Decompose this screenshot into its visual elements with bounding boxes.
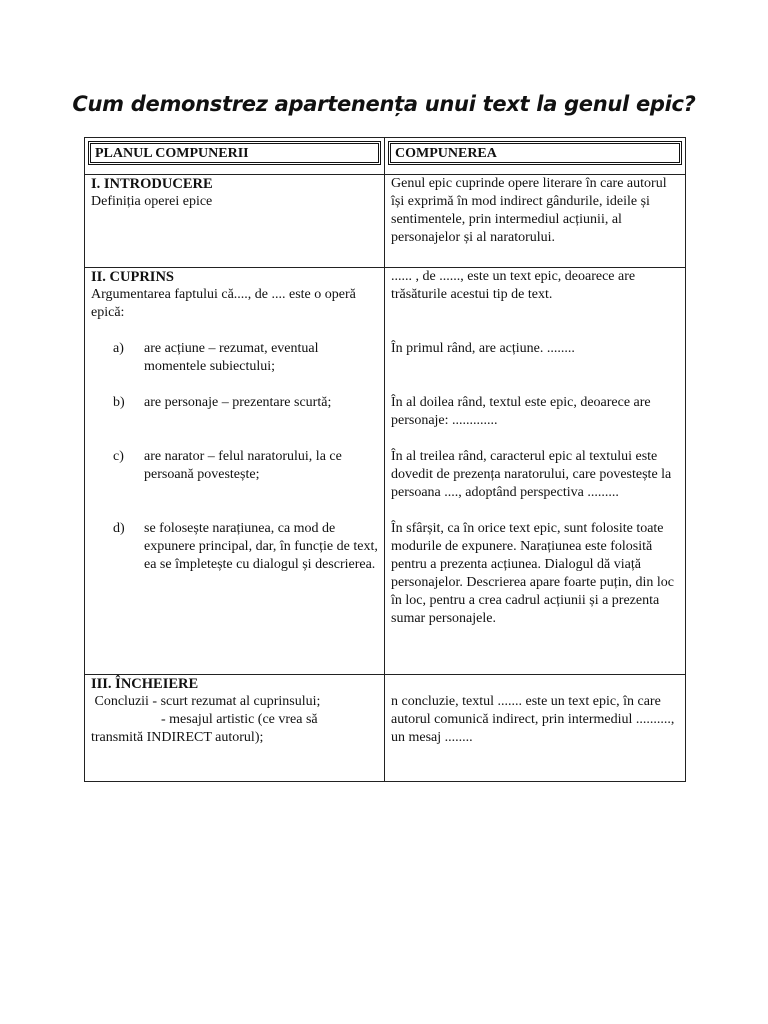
incheiere-plan-line1: Concluzii - scurt rezumat al cuprinsului; (91, 694, 321, 709)
list-item-c (113, 448, 378, 484)
header-plan: PLANUL COMPUNERII (88, 141, 381, 165)
list-label: d) (113, 521, 125, 536)
cuprins-intro-plan: Argumentarea faptului că...., de .... este o operă epică: (91, 287, 356, 320)
list-text: se folosește narațiunea, ca mod de expunere principal, dar, în funcție de text, ea se împletește cu dialogul și descrierea. (144, 521, 378, 572)
cuprins-text-a: În primul rând, are acțiune. ........ (391, 341, 575, 356)
header-compunerea: COMPUNEREA (388, 141, 682, 165)
cell-cuprins-text (385, 268, 686, 675)
list-label: a) (113, 341, 124, 356)
incheiere-composition-text: n concluzie, textul ....... este un text epic, în care autorul comunică indirect, prin intermediul .........., un mesaj ........ (391, 694, 675, 745)
list-item-a (113, 340, 378, 376)
header-cell-plan (85, 138, 385, 175)
header-cell-compunerea (385, 138, 686, 175)
list-label: c) (113, 449, 124, 464)
cell-incheiere-plan (85, 675, 385, 782)
list-item-b (113, 394, 378, 412)
table-header-row (85, 138, 686, 175)
cell-incheiere-text (385, 675, 686, 782)
section-title-cuprins: II. CUPRINS (91, 269, 174, 285)
cuprins-text-b: În al doilea rând, textul este epic, deoarece are personaje: ............. (391, 395, 651, 428)
list-text: are acțiune – rezumat, eventual momentele subiectului; (144, 341, 319, 374)
list-label: b) (113, 395, 125, 410)
incheiere-plan-line3: transmită INDIRECT autorul); (91, 730, 264, 745)
cell-introducere-text (385, 175, 686, 268)
list-item-d (113, 520, 378, 574)
page-title: Cum demonstrez apartenența unui text la genul epic? (72, 92, 696, 116)
cuprins-intro-text: ...... , de ......, este un text epic, deoarece are trăsăturile acestui tip de text. (391, 269, 636, 302)
cell-introducere-plan (85, 175, 385, 268)
cuprins-text-c: În al treilea rând, caracterul epic al textului este dovedit de prezența naratorului, care povestește la persoana ...., adoptând perspectiva ......... (391, 449, 672, 500)
table-row-introducere (85, 175, 686, 268)
introducere-composition-text: Genul epic cuprinde opere literare în care autorul își exprimă în mod indirect gândurile, ideile și sentimentele, prin intermediul acțiunii, al personajelor și al naratorului. (391, 176, 667, 245)
list-text: are personaje – prezentare scurtă; (144, 395, 332, 410)
cuprins-text-d: În sfârșit, ca în orice text epic, sunt folosite toate modurile de expunere. Narațiunea este folosită pentru a prezenta acțiunea. Dialogul dă viață personajelor. Descrierea apare foarte puțin, din loc în loc, pentru a crea cadrul acțiunii și a prezenta sumar personajele. (391, 521, 674, 626)
list-text: are narator – felul naratorului, la ce persoană povestește; (144, 449, 342, 482)
table-row-incheiere (85, 675, 686, 782)
cell-cuprins-plan (85, 268, 385, 675)
introducere-plan-text: Definiția operei epice (91, 194, 213, 209)
table-row-cuprins (85, 268, 686, 675)
composition-plan-table (84, 137, 686, 782)
incheiere-plan-line2: - mesajul artistic (ce vrea să (91, 712, 318, 727)
section-title-incheiere: III. ÎNCHEIERE (91, 676, 199, 692)
section-title-introducere: I. INTRODUCERE (91, 176, 213, 192)
